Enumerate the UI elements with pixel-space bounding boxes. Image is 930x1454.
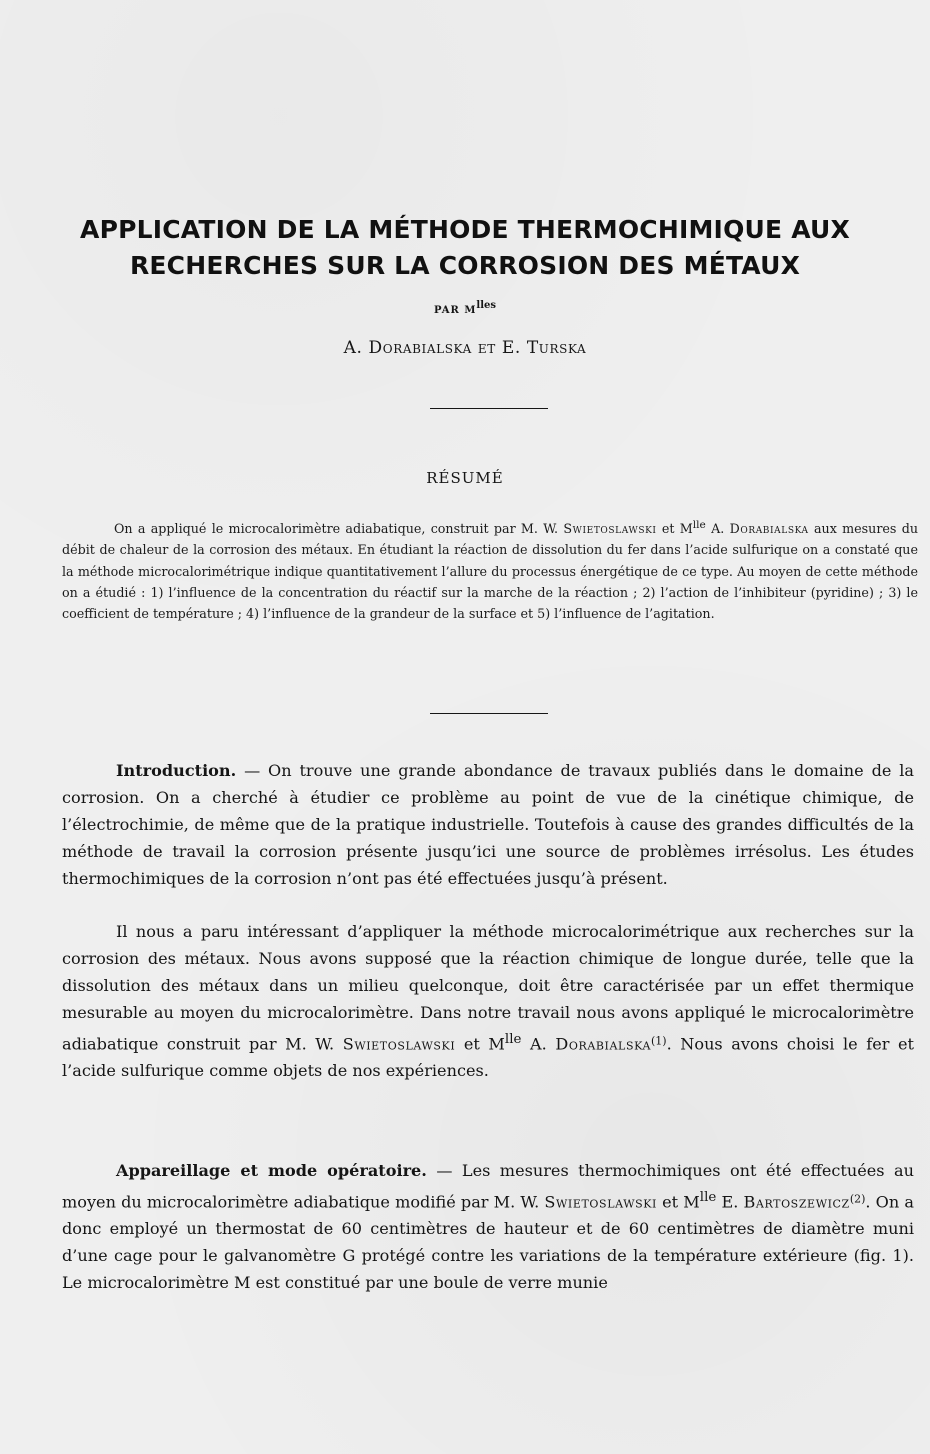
byline-honorific-sup: lles (476, 300, 497, 311)
para2-part-1: Il nous a paru intéressant d’appliquer la méthode microcalorimétrique aux recherches sur la corrosion des métaux. Nous avons supposé que la réaction chimique de longue durée, telle que la dissolution des métaux dans un milieu quelconque, doit être caractérisée par un effet thermique mesurable au moyen du microcalorimètre. Dans notre travail nous avons appliqué le microcalorimètre adiabatique construit par M. W. (62, 922, 914, 1053)
apparatus-ref: (2) (849, 1192, 866, 1206)
apparatus-name-2: Bartoszewicz (743, 1192, 850, 1212)
byline-par (0, 300, 930, 316)
apparatus-part-3: E. (716, 1192, 744, 1212)
para2-part-3: A. (521, 1033, 556, 1053)
abstract-name-1: Swietoslawski (563, 521, 657, 537)
para2-part-2: et M (455, 1033, 505, 1053)
apparatus-part-4: . On a donc employé un thermostat de 60 centimètres de hauteur et de 60 centimètres de diamètre muni d’une cage pour le galvanomètre G protégé contre les variations de la température extérieure (fig. 1). Le microcalorimètre M est constitué par une boule de verre munie (62, 1192, 914, 1292)
abstract-part-1: On a appliqué le microcalorimètre adiabatique, construit par M. W. (114, 521, 564, 537)
byline-honorific-base: M (464, 305, 477, 316)
byline-par-word: PAR (433, 305, 460, 316)
apparatus-lead: Appareillage et mode opératoire. (116, 1161, 427, 1180)
second-paragraph (62, 919, 914, 1085)
abstract-part-3: A. (705, 521, 730, 537)
para2-part-4: . Nous avons choisi le fer et l’acide sulfurique comme objets de nos expériences. (62, 1033, 914, 1080)
intro-text: — On trouve une grande abondance de travaux publiés dans le domaine de la corrosion. On a cherché à étudier ce problème au point de vue de la cinétique chimique, de l’électrochimie, de même que de la pratique industrielle. Toutefois à cause des grandes difficultés de la méthode de travail la corrosion présente jusqu’ici une source de problèmes irrésolus. Les études thermochimiques de la corrosion n’ont pas été effectuées jusqu’à présent. (62, 761, 914, 888)
apparatus-name-1: Swietoslawski (544, 1192, 657, 1212)
apparatus-paragraph (62, 1158, 914, 1297)
para2-ref: (1) (651, 1033, 667, 1047)
divider-rule-top (430, 408, 548, 409)
para2-sup-1: lle (504, 1031, 522, 1047)
divider-rule-bottom (430, 713, 548, 714)
byline-honorific (464, 300, 497, 316)
para2-name-1: Swietoslawski (342, 1033, 456, 1053)
abstract-paragraph (62, 515, 918, 624)
abstract-part-4: aux mesures du débit de chaleur de la corrosion des métaux. En étudiant la réaction de dissolution du fer dans l’acide sulfurique on a constaté que la méthode microcalorimétrique indique quantitativement l’allure du processus énergétique de ce type. Au moyen de cette méthode on a étudié : 1) l’influence de la concentration du réactif sur la marche de la réaction ; 2) l’action de l’inhibiteur (pyridine) ; 3) le coefficient de température ; 4) l’influence de la grandeur de la surface et 5) l’influence de l’agitation. (62, 521, 919, 622)
apparatus-sup-1: lle (699, 1189, 717, 1205)
paper-title: APPLICATION DE LA MÉTHODE THERMOCHIMIQUE AUX RECHERCHES SUR LA CORROSION DES MÉTAUX (80, 215, 850, 280)
resume-heading: RÉSUMÉ (426, 469, 504, 487)
intro-paragraph (62, 758, 914, 893)
intro-lead: Introduction. (116, 761, 237, 780)
abstract-part-2: et M (656, 521, 693, 537)
apparatus-part-2: et M (657, 1192, 700, 1212)
abstract-sup-1: lle (692, 519, 706, 531)
abstract-name-2: Dorabialska (729, 521, 809, 537)
apparatus-part-1: — Les mesures thermochimiques ont été effectuées au moyen du microcalorimètre adiabatique modifié par M. W. (62, 1161, 914, 1212)
para2-name-2: Dorabialska (555, 1033, 652, 1053)
author-names: A. Dorabialska et E. Turska (343, 338, 587, 358)
